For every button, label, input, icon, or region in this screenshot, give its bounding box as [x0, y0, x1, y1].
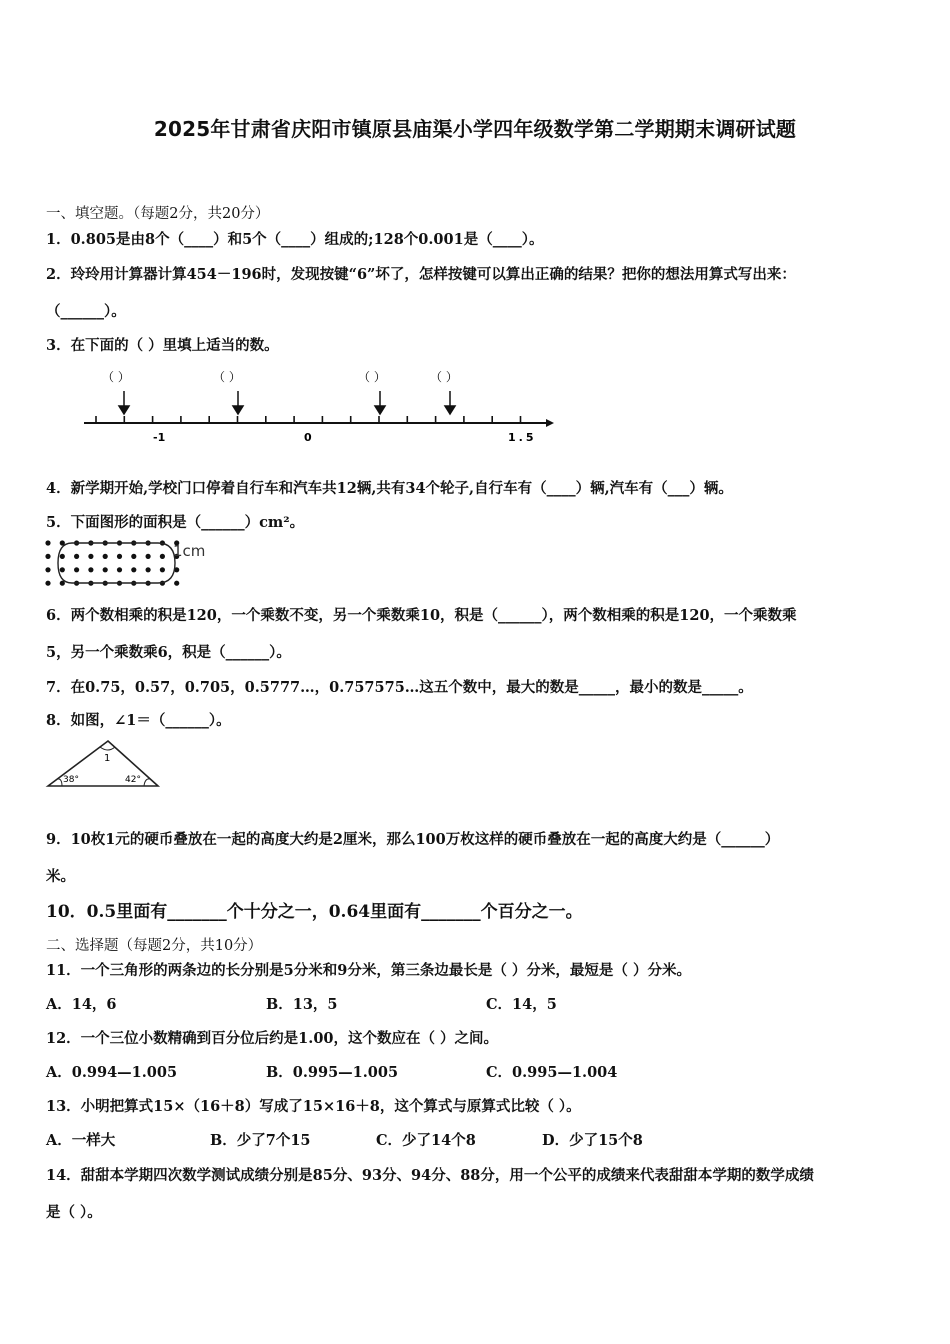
grid-dot — [74, 554, 79, 559]
arrow-down-icon — [233, 391, 243, 414]
number-line-bracket: （ ） — [430, 370, 458, 384]
option-c: C．14，5 — [486, 996, 557, 1013]
option-b: B．0.995—1.005 — [266, 1064, 399, 1081]
grid-dot — [88, 567, 93, 572]
grid-dot — [45, 567, 50, 572]
grid-dot — [88, 554, 93, 559]
question-11: 11．一个三角形的两条边的长分别是5分米和9分米，第三条边最长是（ ）分米，最短是（ ）分米。 — [46, 962, 691, 979]
grid-dot — [131, 554, 136, 559]
section-2-heading: 二、选择题（每题2分，共10分） — [46, 938, 263, 954]
number-line-ticks — [96, 416, 521, 423]
question-13: 13．小明把算式15×（16＋8）写成了15×16＋8，这个算式与原算式比较（ ）。 — [46, 1098, 581, 1115]
question-2-answer-blank: （______）。 — [46, 303, 126, 320]
option-b: B．少了7个15 — [210, 1132, 311, 1149]
option-c: C．0.995—1.004 — [486, 1064, 618, 1081]
question-10: 10．0.5里面有_______个十分之一，0.64里面有_______个百分之一。 — [46, 902, 583, 922]
number-line-label: 0 — [304, 431, 312, 444]
angle-1-arc — [100, 747, 115, 750]
question-8: 8．如图，∠1＝（______）。 — [46, 712, 231, 729]
question-1: 1．0.805是由8个（____）和5个（____）组成的;128个0.001是（____）。 — [46, 231, 544, 248]
option-a: A．一样大 — [46, 1132, 116, 1149]
arrow-down-icon — [375, 391, 385, 414]
grid-dot — [174, 581, 179, 586]
option-b: B．13，5 — [266, 996, 338, 1013]
grid-dot — [45, 581, 50, 586]
exam-title: 2025年甘肃省庆阳市镇原县庙渠小学四年级数学第二学期期末调研试题 — [153, 117, 797, 141]
grid-dot — [146, 567, 151, 572]
arrow-down-icon — [445, 391, 455, 414]
grid-dot — [103, 567, 108, 572]
number-line-figure — [80, 365, 560, 450]
question-2: 2．玲玲用计算器计算454－196时，发现按键“6”坏了，怎样按键可以算出正确的结果？把你的想法用算式写出来： — [46, 266, 796, 283]
question-14-continued: 是（ ）。 — [46, 1204, 102, 1221]
question-4: 4．新学期开始,学校门口停着自行车和汽车共12辆,共有34个轮子,自行车有（____）辆,汽车有（___）辆。 — [46, 480, 733, 497]
grid-dot — [117, 567, 122, 572]
question-7: 7．在0.75，0.57，0.705，0.5777…，0.757575…这五个数中，最大的数是_____，最小的数是_____。 — [46, 679, 753, 696]
question-12: 12．一个三位小数精确到百分位后约是1.00，这个数应在（ ）之间。 — [46, 1030, 499, 1047]
arrow-down-icon — [119, 391, 129, 414]
grid-dot — [117, 554, 122, 559]
grid-dot — [160, 554, 165, 559]
angle-38-label: 38° — [63, 775, 79, 785]
question-6: 6．两个数相乘的积是120，一个乘数不变，另一个乘数乘10，积是（______），两个数相乘的积是120，一个乘数乘 — [46, 607, 797, 624]
number-line-label: 1.5 — [508, 431, 537, 444]
triangle-figure — [44, 738, 164, 790]
grid-dot — [146, 554, 151, 559]
angle-42-label: 42° — [125, 775, 141, 785]
question-6-continued: 5，另一个乘数乘6，积是（______）。 — [46, 644, 291, 661]
number-line-bracket: （ ） — [102, 370, 130, 384]
number-line-bracket: （ ） — [213, 370, 241, 384]
dot-grid-figure — [40, 535, 230, 593]
option-d: D．少了15个8 — [542, 1132, 643, 1149]
dot-grid — [45, 540, 179, 585]
question-9-continued: 米。 — [46, 868, 75, 885]
option-a: A．0.994—1.005 — [46, 1064, 178, 1081]
grid-dot — [45, 554, 50, 559]
question-9: 9．10枚1元的硬币叠放在一起的高度大约是2厘米，那么100万枚这样的硬币叠放在一起的高度大约是（______） — [46, 831, 780, 848]
grid-dot — [131, 567, 136, 572]
grid-dot — [160, 567, 165, 572]
question-3: 3．在下面的（ ）里填上适当的数。 — [46, 337, 279, 354]
scale-label: 1cm — [173, 542, 206, 560]
shape-outline — [58, 543, 175, 583]
grid-dot — [74, 567, 79, 572]
axis-arrowhead — [546, 419, 554, 427]
grid-dot — [60, 567, 65, 572]
number-line-bracket: （ ） — [358, 370, 386, 384]
option-a: A．14，6 — [46, 996, 117, 1013]
angle-right-arc — [144, 779, 150, 786]
grid-dot — [45, 540, 50, 545]
question-14: 14．甜甜本学期四次数学测试成绩分别是85分、93分、94分、88分，用一个公平的成绩来代表甜甜本学期的数学成绩 — [46, 1167, 814, 1184]
option-c: C．少了14个8 — [376, 1132, 476, 1149]
angle-left-arc — [57, 779, 62, 786]
grid-dot — [60, 554, 65, 559]
grid-dot — [103, 554, 108, 559]
question-5: 5．下面图形的面积是（______）cm²。 — [46, 514, 305, 531]
angle-1-label: 1 — [104, 753, 111, 764]
section-1-heading: 一、填空题。（每题2分，共20分） — [46, 206, 270, 222]
number-line-label: -1 — [153, 431, 166, 444]
